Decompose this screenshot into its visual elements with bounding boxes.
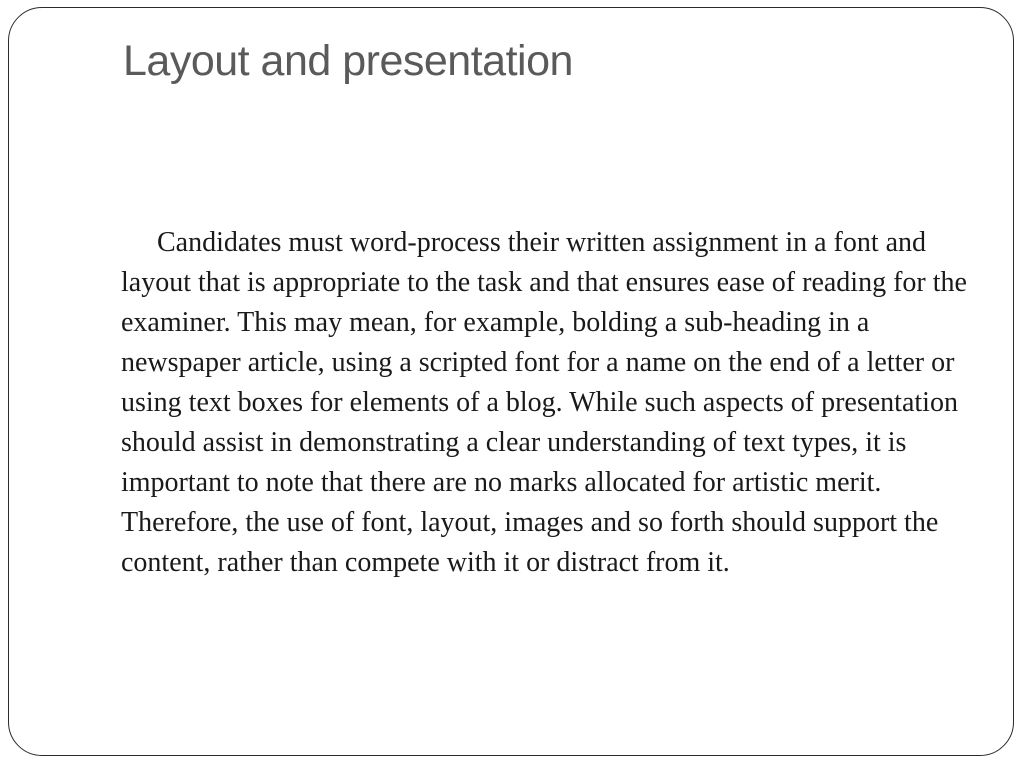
slide-title: Layout and presentation	[123, 37, 573, 85]
slide-body-text: Candidates must word-process their written assignment in a font and layout that is appropriate to the task and that ensures ease of reading for the examiner. This may mean, for example, bolding a sub-heading in a newspaper article, using a scripted font for a name on the end of a letter or using text boxes for elements of a blog. While such aspects of presentation should assist in demonstrating a clear understanding of text types, it is important to note that there are no marks allocated for artistic merit. Therefore, the use of font, layout, images and so forth should support the content, rather than compete with it or distract from it.	[121, 227, 967, 578]
slide-frame	[8, 7, 1014, 756]
